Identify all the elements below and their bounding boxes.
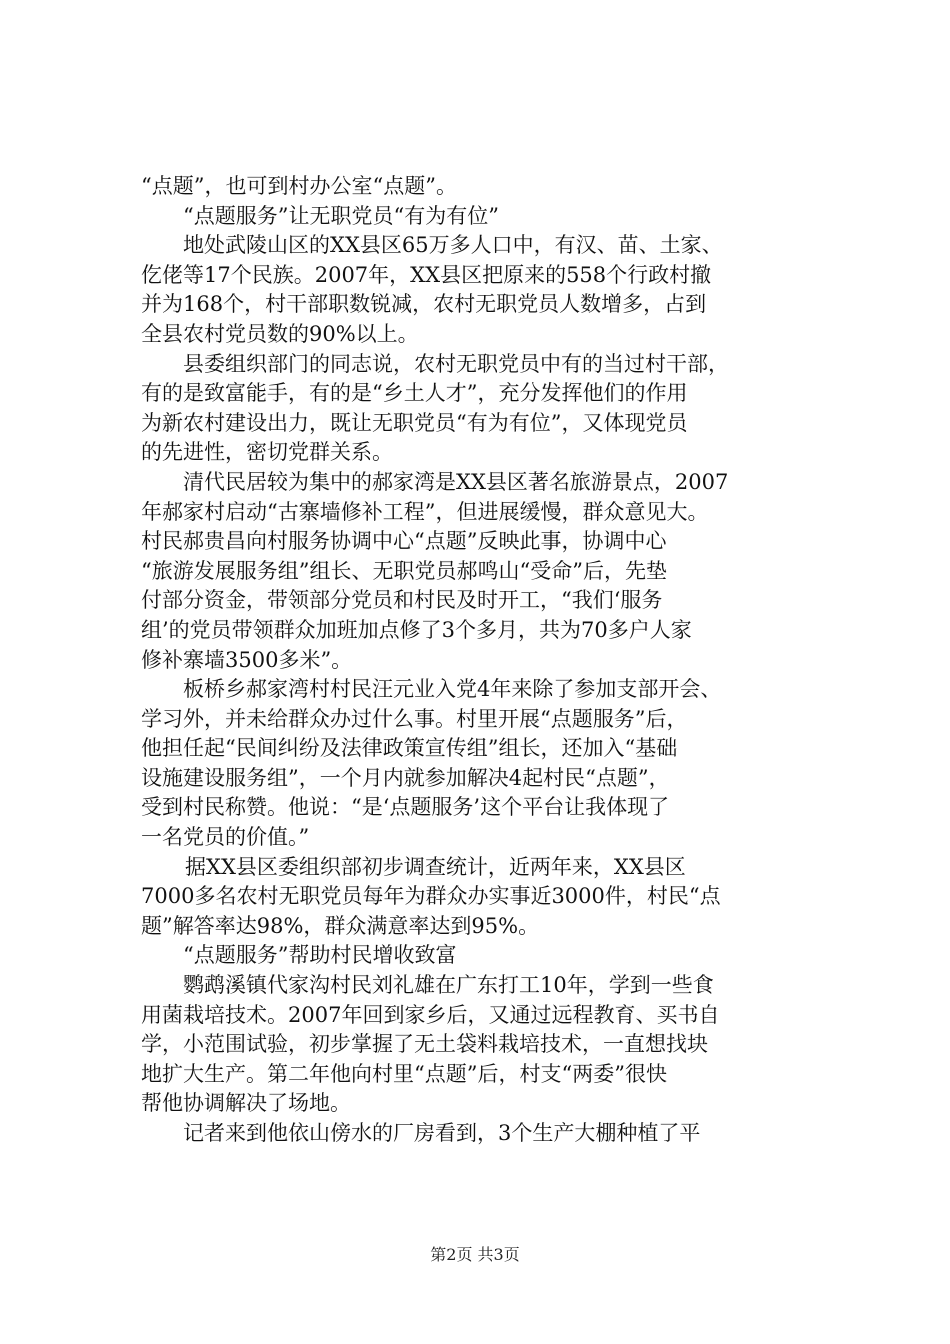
- text-line: 他担任起“民间纠纷及法律政策宣传组”组长，还加入“基础: [141, 736, 678, 761]
- text-line: 的先进性，密切党群关系。: [141, 440, 393, 465]
- text-line: 清代民居较为集中的郝家湾是XX县区著名旅游景点，2007: [183, 469, 729, 494]
- text-line: 受到村民称赞。他说：“是‘点题服务’这个平台让我体现了: [141, 795, 670, 820]
- text-line: 村民郝贵昌向村服务协调中心“点题”反映此事，协调中心: [141, 529, 667, 554]
- text-line: 组’的党员带领群众加班加点修了3个多月，共为70多户人家: [141, 617, 692, 642]
- text-line: 有的是致富能手，有的是“乡土人才”，充分发挥他们的作用: [141, 381, 688, 406]
- text-line: 设施建设服务组”，一个月内就参加解决4起村民“点题”，: [141, 765, 670, 790]
- text-line: 地处武陵山区的XX县区65万多人口中，有汉、苗、土家、: [183, 233, 723, 258]
- text-line: 用菌栽培技术。2007年回到家乡后，又通过远程教育、买书自: [141, 1002, 720, 1027]
- text-line: 全县农村党员数的90%以上。: [141, 321, 419, 346]
- text-line: 记者来到他依山傍水的厂房看到，3个生产大棚种植了平: [183, 1121, 701, 1145]
- text-line: 学，小范围试验，初步掌握了无土袋料栽培技术，一直想找块: [141, 1032, 708, 1057]
- text-line: 一名党员的价值。”: [141, 825, 310, 850]
- page-number-footer: 第2页 共3页: [430, 1245, 520, 1264]
- text-line: 帮他协调解决了场地。: [141, 1091, 351, 1116]
- section-heading: “点题服务”让无职党员“有为有位”: [183, 203, 499, 228]
- text-line: 地扩大生产。第二年他向村里“点题”后，村支“两委”很快: [141, 1061, 667, 1086]
- text-line: 修补寨墙3500多米”。: [141, 647, 353, 672]
- text-line: 7000多名农村无职党员每年为群众办实事近3000件，村民“点: [141, 884, 721, 909]
- text-line: 为新农村建设出力，既让无职党员“有为有位”，又体现党员: [141, 410, 688, 435]
- text-line: 县委组织部门的同志说，农村无职党员中有的当过村干部，: [183, 351, 729, 376]
- text-line: 学习外，并未给群众办过什么事。村里开展“点题服务”后，: [141, 706, 688, 731]
- text-line: 板桥乡郝家湾村村民汪元业入党4年来除了参加支部开会、: [183, 677, 722, 702]
- text-line: 据XX县区委组织部初步调查统计，近两年来，XX县区: [185, 854, 686, 879]
- text-line: 年郝家村启动“古寨墙修补工程”，但进展缓慢，群众意见大。: [141, 499, 709, 524]
- text-line: 付部分资金，带领部分党员和村民及时开工，“我们‘服务: [141, 588, 663, 613]
- text-line: 仡佬等17个民族。2007年，XX县区把原来的558个行政村撤: [141, 262, 712, 287]
- text-line: “点题”，也可到村办公室“点题”。: [141, 174, 457, 198]
- section-heading: “点题服务”帮助村民增收致富: [183, 943, 457, 968]
- text-line: 并为168个，村干部职数锐减，农村无职党员人数增多，占到: [141, 292, 707, 317]
- article-body: [141, 172, 841, 1149]
- text-line: 题”解答率达98%，群众满意率达到95%。: [141, 913, 540, 938]
- text-line: “旅游发展服务组”组长、无职党员郝鸣山“受命”后，先垫: [141, 558, 667, 583]
- text-line: 鹦鹉溪镇代家沟村民刘礼雄在广东打工10年，学到一些食: [183, 973, 714, 998]
